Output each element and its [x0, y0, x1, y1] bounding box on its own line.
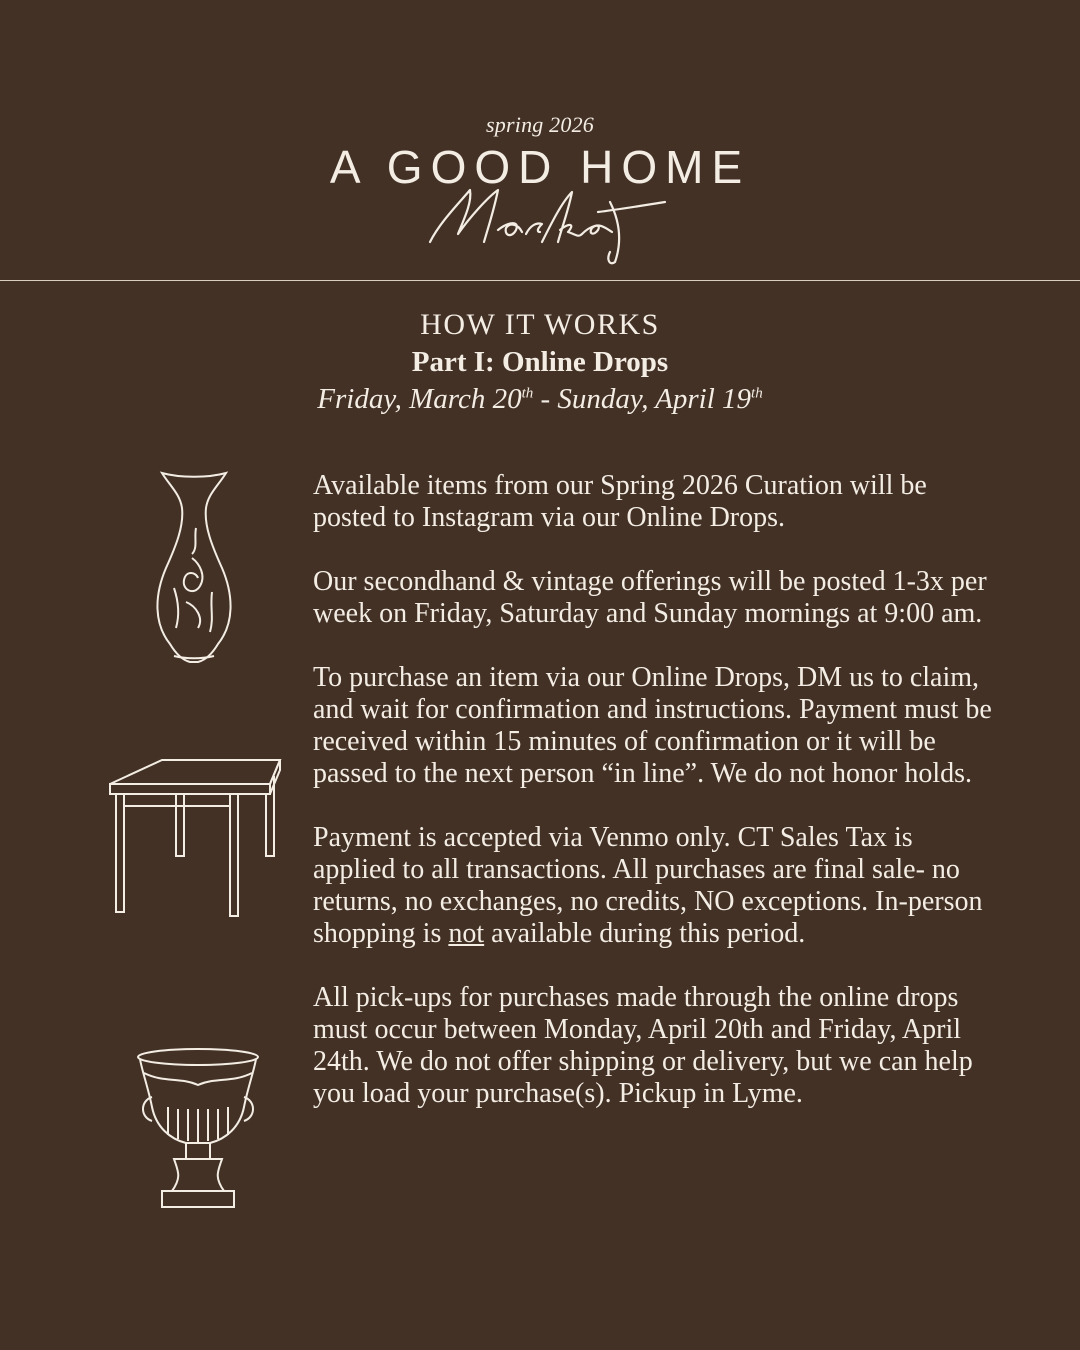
date-start-suffix: th — [521, 385, 534, 402]
brand-title: A GOOD HOME — [329, 141, 751, 193]
paragraph-schedule: Our secondhand & vintage offerings will be posted 1-3x per week on Friday, Saturday and Sunday mornings at 9:00 am. — [313, 566, 987, 629]
table-illustration — [106, 756, 284, 918]
header — [0, 0, 1080, 282]
payment-text-after: available during this period. — [484, 918, 806, 949]
instructions-text — [313, 470, 993, 1142]
date-end-suffix: th — [751, 385, 763, 402]
brand-script-logo — [410, 182, 680, 267]
paragraph-purchase: To purchase an item via our Online Drops, DM us to claim, and wait for confirmation and instructions. Payment must be received within 15 minutes of confirmation or it will be passed to the next person “in line”. We do not honor holds. — [313, 662, 992, 789]
section-subtitle: Part I: Online Drops — [411, 346, 669, 378]
payment-text-underlined: not — [448, 918, 485, 949]
date-start: Friday, March 20 — [317, 383, 522, 415]
paragraph-payment — [313, 822, 993, 950]
section-title: HOW IT WORKS — [420, 308, 660, 341]
date-end: - Sunday, April 19 — [533, 383, 752, 415]
header-divider — [0, 280, 1080, 281]
paragraph-curation: Available items from our Spring 2026 Curation will be posted to Instagram via our Online Drops. — [313, 470, 927, 533]
season-label: spring 2026 — [486, 112, 594, 137]
date-range — [0, 383, 1080, 416]
urn-illustration — [134, 1047, 262, 1213]
payment-text-before: Payment is accepted via Venmo only. CT Sales Tax is applied to all transactions. All purchases are final sale- no returns, no exchanges, no credits, NO exceptions. In-person shopping is — [313, 822, 983, 949]
paragraph-pickup: All pick-ups for purchases made through the online drops must occur between Monday, April 20th and Friday, April 24th. We do not offer shipping or delivery, but we can help you load your purchase(s). Pickup in Lyme. — [313, 982, 973, 1109]
vase-illustration — [152, 468, 236, 666]
